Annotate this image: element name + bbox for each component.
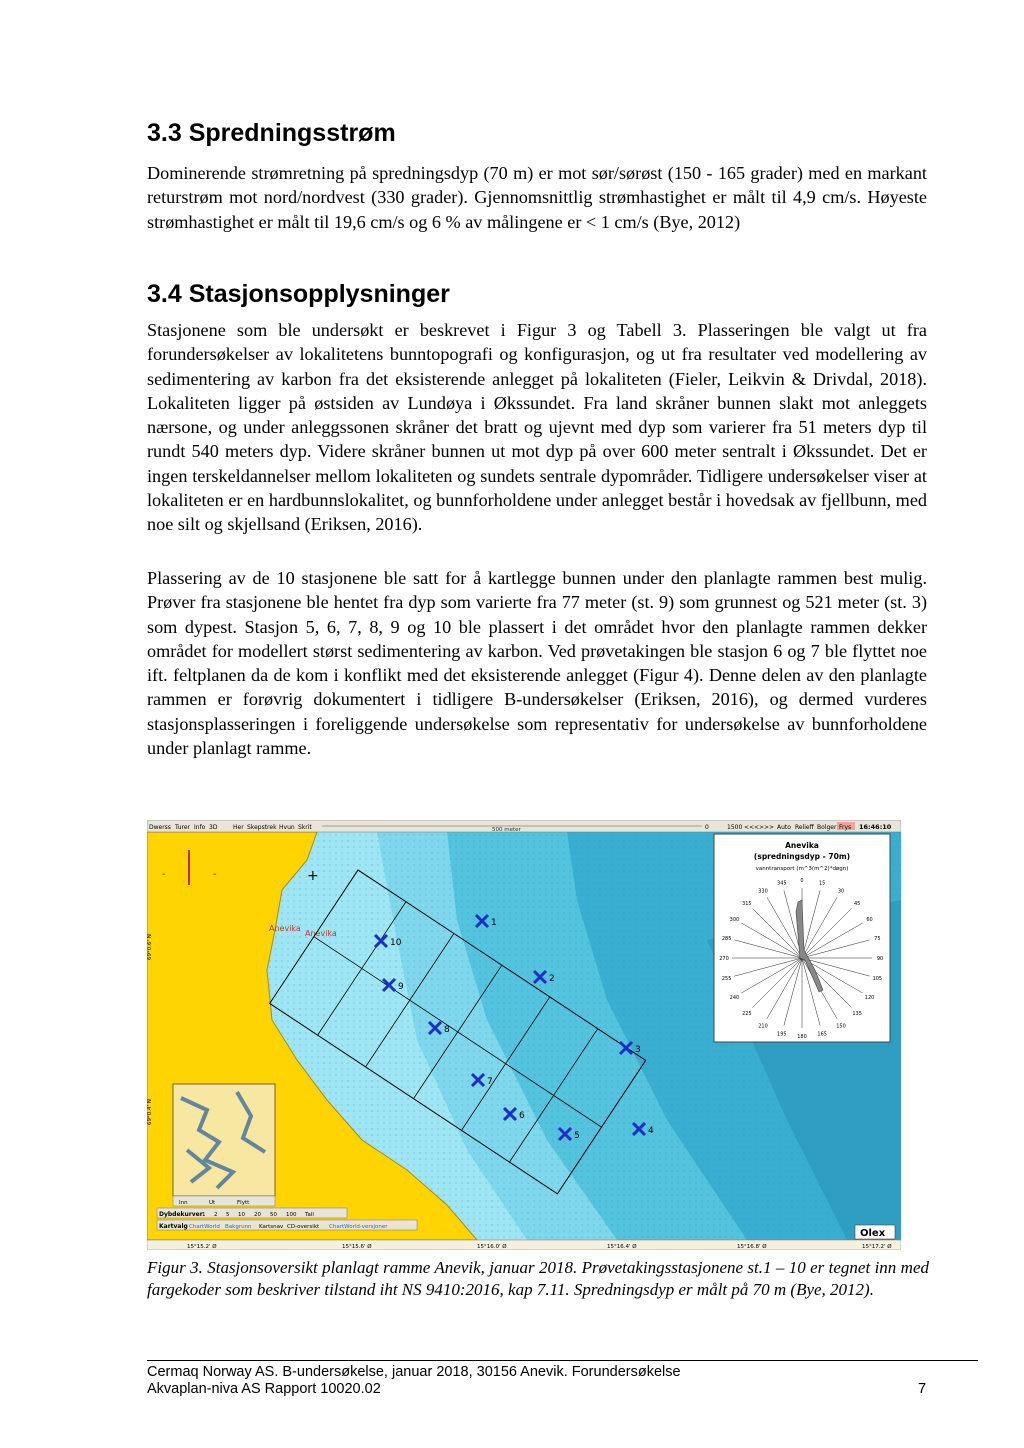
depth-btn[interactable]: 20	[254, 1212, 261, 1218]
inset-overview-map	[173, 1084, 275, 1206]
lat-label: 69°0.6' N	[147, 934, 153, 960]
toolbar-btn[interactable]: Auto	[777, 824, 791, 831]
olex-logo: Olex	[860, 1228, 886, 1239]
rose-angle-label: 315	[742, 900, 752, 907]
svg-text:7: 7	[487, 1077, 493, 1087]
rose-unit: vanntransport (m^3(m^2)*døgn)	[755, 866, 849, 872]
section-heading-3-4: 3.4 Stasjonsopplysninger	[147, 280, 450, 308]
depth-btn[interactable]: 100	[286, 1212, 297, 1218]
place-label: Anevika	[305, 929, 337, 938]
inset-btn[interactable]: Flytt	[237, 1200, 250, 1206]
place-label: Anevika	[269, 924, 301, 933]
rose-angle-label: 45	[853, 900, 861, 907]
lon-label: 15°15.2' Ø	[187, 1244, 217, 1250]
svg-text:1: 1	[491, 918, 497, 928]
rose-angle-label: 150	[836, 1023, 846, 1030]
map-btn[interactable]: Kartsnav	[259, 1224, 284, 1230]
depth-btn[interactable]: 10	[238, 1212, 245, 1218]
toolbar-btn[interactable]: Her	[233, 824, 244, 831]
toolbar-btn[interactable]: Bolger	[817, 824, 837, 831]
freeze-button[interactable]: Frys	[839, 824, 852, 831]
toolbar-btn[interactable]: Turer	[175, 824, 191, 831]
current-rose-panel	[714, 834, 890, 1042]
svg-text:2: 2	[549, 974, 555, 984]
map-btn[interactable]: CD-oversikt	[287, 1224, 320, 1230]
map-btn[interactable]: Bakgrunn	[225, 1224, 252, 1230]
rose-angle-label: 195	[777, 1031, 787, 1038]
paragraph-stasjoner-1: Stasjonene som ble undersøkt er beskrevet i Figur 3 og Tabell 3. Plasseringen ble valgt ut fra forundersøkelser av lokalitetens bunntopografi og konfigurasjon, og ut fra resultater ved modellering av sedimentering av karbon fra det eksisterende anlegget på lokaliteten (Fieler, Leikvin & Drivdal, 2018). Lokaliteten ligger på østsiden av Lundøya i Økssundet. Fra land skråner bunnen slakt mot anleggets nærsone, og under anleggssonen skråner det bratt og ujevnt med dyp som varierer fra 51 meters dyp til rundt 540 meters dyp. Videre skråner bunnen ut mot dyp på over 600 meter sentralt i Økssundet. Det er ingen terskeldannelser mellom lokaliteten og sundets sentrale dypområder. Tidligere undersøkelser viser at lokaliteten er en hardbunnslokalitet, og bunnforholdene under anlegget består i hovedsak av fjellbunn, med noe silt og skjellsand (Eriksen, 2016).	[147, 320, 927, 535]
page-number: 7	[918, 1381, 927, 1397]
depth-btn[interactable]: 1	[202, 1212, 206, 1218]
map-btn[interactable]: ChartWorld-versjoner	[329, 1224, 388, 1230]
station-map-figure	[147, 820, 901, 1250]
svg-text:-: -	[213, 869, 217, 880]
paragraph-spredningsstrom: Dominerende strømretning på spredningsdyp (70 m) er mot sør/sørøst (150 - 165 grader) med en markant returstrøm mot nord/nordvest (330 grader). Gjennomsnittlig strømhastighet er målt til 4,9 cm/s. Høyeste strømhastighet er målt til 19,6 cm/s og 6 % av målingene er < 1 cm/s (Bye, 2012)	[147, 163, 927, 232]
toolbar-btn[interactable]: 3D	[209, 824, 218, 831]
rose-angle-label: 90	[876, 956, 884, 962]
toolbar-btn[interactable]: <<<	[744, 824, 760, 831]
rose-subtitle: (spredningsdyp - 70m)	[753, 852, 851, 861]
depth-btn[interactable]: 2	[214, 1212, 218, 1218]
rose-angle-label: 135	[852, 1011, 862, 1018]
rose-angle-label: 345	[777, 880, 787, 887]
lat-label: 69°0.4' N	[147, 1099, 153, 1125]
map-row-label: Kartvalg	[159, 1223, 188, 1230]
svg-text:5: 5	[574, 1131, 580, 1141]
rose-angle-label: 225	[742, 1011, 752, 1018]
section-heading-3-3: 3.3 Spredningsstrøm	[147, 119, 396, 147]
rose-angle-label: 105	[872, 976, 883, 983]
rose-angle-label: 240	[729, 995, 740, 1001]
rose-angle-label: 165	[817, 1031, 827, 1038]
toolbar-btn[interactable]: Skrit	[298, 824, 312, 831]
lon-label: 15°16.0' Ø	[477, 1244, 507, 1250]
rose-angle-label: 0	[800, 878, 804, 884]
rose-angle-label: 75	[874, 935, 881, 942]
svg-text:6: 6	[519, 1111, 525, 1121]
footer-line-1: Cermaq Norway AS. B-undersøkelse, januar 2018, 30156 Anevik. Forundersøkelse	[147, 1364, 681, 1380]
rose-angle-label: 30	[837, 888, 845, 895]
inset-btn[interactable]: Inn	[179, 1200, 188, 1206]
station-map	[147, 820, 901, 1250]
rose-angle-label: 330	[758, 888, 768, 895]
map-btn[interactable]: ChartWorld	[189, 1224, 220, 1230]
footer-line-2: Akvaplan-niva AS Rapport 10020.02	[147, 1381, 381, 1397]
rose-angle-label: 15	[819, 880, 826, 887]
clock: 16:46:10	[859, 823, 892, 831]
lon-label: 15°16.8' Ø	[737, 1244, 767, 1250]
toolbar-btn[interactable]: 1500	[727, 824, 743, 831]
lon-label: 15°17.2' Ø	[862, 1244, 892, 1250]
lon-label: 15°16.4' Ø	[607, 1244, 637, 1250]
depth-btn[interactable]: 5	[226, 1212, 230, 1218]
svg-text:10: 10	[390, 938, 402, 948]
svg-text:-: -	[162, 869, 166, 880]
rose-angle-label: 60	[866, 917, 873, 923]
toolbar-btn[interactable]: Info	[194, 824, 206, 831]
crosshair-icon: +	[307, 868, 319, 884]
rose-angle-label: 210	[758, 1023, 768, 1030]
footer-divider	[147, 1360, 978, 1361]
paragraph-stasjoner-2: Plassering av de 10 stasjonene ble satt for å kartlegge bunnen under den planlagte rammen best mulig. Prøver fra stasjonene ble hentet fra dyp som varierte fra 77 meter (st. 9) som grunnest og 521 meter (st. 3) som dypest. Stasjon 5, 6, 7, 8, 9 og 10 ble plassert i det området hvor den planlagte rammen dekker området for modellert størst sedimentering av karbon. Ved prøvetakingen ble stasjon 6 og 7 ble flyttet noe ift. feltplanen da de kom i konflikt med det eksisterende anlegget (Figur 4). Denne delen av den planlagte rammen er forøvrig dokumentert i tidligere B-undersøkelser (Eriksen, 2016), og dermed vurderes stasjonsplasseringen i foreliggende undersøkelse som representativ for undersøkelse av bunnforholdene under planlagt ramme.	[147, 568, 927, 759]
svg-text:8: 8	[444, 1025, 450, 1035]
scale-label: 500 meter	[492, 827, 521, 833]
inset-btn[interactable]: Ut	[209, 1200, 216, 1206]
toolbar-right-buttons	[705, 822, 892, 831]
toolbar-btn[interactable]: Dwerss	[149, 824, 171, 831]
depth-btn[interactable]: 50	[270, 1212, 277, 1218]
lon-label: 15°15.6' Ø	[342, 1244, 372, 1250]
depth-row-label: Dybdekurver	[159, 1211, 203, 1218]
toolbar-btn[interactable]: >>>	[759, 824, 775, 831]
rose-angle-label: 255	[721, 976, 732, 983]
figure-caption: Figur 3. Stasjonsoversikt planlagt ramme Anevik, januar 2018. Prøvetakingsstasjonene st.1 – 10 er tegnet inn med fargekoder som beskriver tilstand iht NS 9410:2016, kap 7.11. Spredningsdyp er målt på 70 m (Bye, 2012).	[147, 1258, 929, 1299]
toolbar-btn[interactable]: Relieff	[795, 824, 814, 831]
rose-title: Anevika	[785, 841, 819, 850]
svg-text:9: 9	[398, 982, 404, 992]
rose-angle-label: 285	[721, 935, 732, 942]
toolbar-btn[interactable]: Skepstrek	[247, 824, 277, 831]
rose-angle-label: 120	[864, 995, 875, 1001]
rose-angle-label: 300	[729, 917, 740, 923]
toolbar-btn[interactable]: 0	[705, 824, 709, 831]
depth-btn[interactable]: Tall	[305, 1212, 314, 1218]
toolbar-btn[interactable]: Hvun	[279, 824, 295, 831]
rose-angle-label: 270	[719, 956, 729, 962]
svg-text:4: 4	[648, 1126, 654, 1136]
svg-text:3: 3	[635, 1045, 641, 1055]
rose-angle-label: 180	[797, 1034, 807, 1040]
